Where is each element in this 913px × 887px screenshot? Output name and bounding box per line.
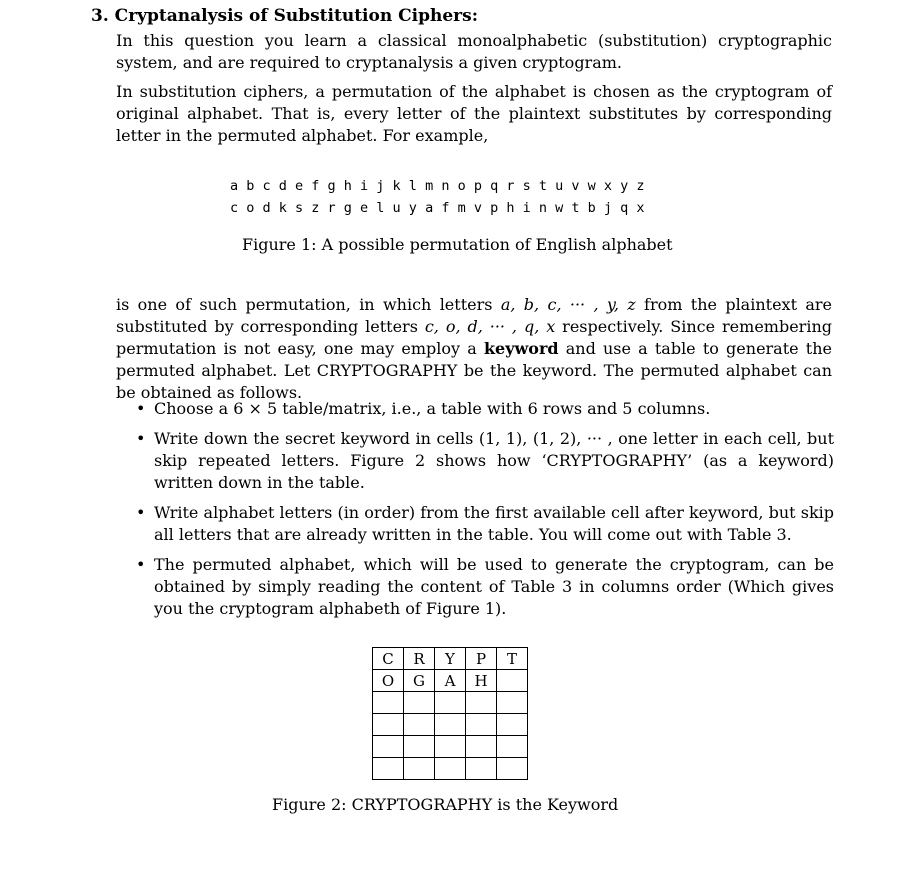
para3-math-cipher-letters: c, o, d, ··· , q, x	[424, 317, 556, 336]
para3-math-plain-letters: a, b, c, ··· , y, z	[500, 295, 636, 314]
ciphertext-alphabet-row: c o d k s z r g e l u y a f m v p h i n w t b j q x	[230, 200, 645, 216]
table-cell	[373, 692, 404, 714]
table-cell	[435, 758, 466, 780]
list-item-text: The permuted alphabet, which will be used to generate the cryptogram, can be obtained by simply reading the content of Table 3 in columns order (Which gives you the cryptogram alphabeth of Figure 1).	[154, 555, 834, 618]
table-row	[373, 714, 528, 736]
table-cell	[497, 736, 528, 758]
keyword-term: keyword	[483, 339, 559, 358]
table-cell	[404, 736, 435, 758]
table-cell	[497, 692, 528, 714]
table-cell	[497, 714, 528, 736]
steps-list	[134, 398, 834, 628]
table-row	[373, 692, 528, 714]
table-row	[373, 758, 528, 780]
table-cell: C	[373, 648, 404, 670]
table-cell	[466, 736, 497, 758]
table-cell	[435, 692, 466, 714]
para3-text-2: from the plaintext are substituted by corresponding letters	[116, 295, 833, 336]
intro-paragraph: In this question you learn a classical monoalphabetic (substitution) cryptographic system, and are required to cryptanalysis a given cryptogram.	[116, 31, 832, 72]
bullet-icon: •	[136, 555, 146, 574]
list-item-text: Choose a 6 × 5 table/matrix, i.e., a table with 6 rows and 5 columns.	[154, 399, 711, 418]
table-cell	[373, 758, 404, 780]
table-cell: Y	[435, 648, 466, 670]
section-heading: 3. Cryptanalysis of Substitution Ciphers:	[91, 6, 478, 26]
table-cell	[435, 736, 466, 758]
table-cell: O	[373, 670, 404, 692]
para3-text-1: is one of such permutation, in which letters	[116, 295, 501, 314]
table-cell: R	[404, 648, 435, 670]
list-item	[134, 502, 834, 546]
plaintext-alphabet-row: a b c d e f g h i j k l m n o p q r s t u v w x y z	[230, 178, 645, 194]
table-cell: A	[435, 670, 466, 692]
table-cell	[466, 714, 497, 736]
list-item	[134, 554, 834, 620]
table-cell	[373, 714, 404, 736]
para3-text-3: respectively. Since remembering permutation is not easy, one may employ a	[116, 317, 832, 358]
table-cell: H	[466, 670, 497, 692]
table-cell	[404, 692, 435, 714]
keyword-table	[372, 647, 528, 780]
table-row	[373, 670, 528, 692]
explanation-paragraph: In substitution ciphers, a permutation of the alphabet is chosen as the cryptogram of original alphabet. That is, every letter of the plaintext substitutes by corresponding letter in the permuted alphabet. For example,	[116, 82, 832, 145]
bullet-icon: •	[136, 429, 146, 448]
table-row	[373, 648, 528, 670]
table-cell	[497, 670, 528, 692]
table-cell	[404, 714, 435, 736]
table-cell	[497, 758, 528, 780]
list-item	[134, 428, 834, 494]
table-cell: P	[466, 648, 497, 670]
table-cell	[466, 758, 497, 780]
figure-1-caption: Figure 1: A possible permutation of English alphabet	[242, 235, 673, 254]
list-item-text: Write alphabet letters (in order) from the first available cell after keyword, but skip all letters that are already written in the table. You will come out with Table 3.	[154, 503, 834, 544]
table-cell	[404, 758, 435, 780]
keyword-paragraph	[116, 294, 832, 404]
table-cell	[466, 692, 497, 714]
table-cell	[373, 736, 404, 758]
table-cell	[435, 714, 466, 736]
table-cell: G	[404, 670, 435, 692]
figure-2-caption: Figure 2: CRYPTOGRAPHY is the Keyword	[272, 795, 619, 814]
bullet-icon: •	[136, 503, 146, 522]
para3-text-4: and use a table to generate the permuted alphabet. Let CRYPTOGRAPHY be the keyword. The permuted alphabet can be obtained as follows.	[116, 339, 832, 402]
list-item	[134, 398, 834, 420]
table-row	[373, 736, 528, 758]
bullet-icon: •	[136, 399, 146, 418]
list-item-text: Write down the secret keyword in cells (1, 1), (1, 2), ··· , one letter in each cell, but skip repeated letters. Figure 2 shows how ‘CRYPTOGRAPHY’ (as a keyword) written down in the table.	[154, 429, 834, 492]
table-cell: T	[497, 648, 528, 670]
